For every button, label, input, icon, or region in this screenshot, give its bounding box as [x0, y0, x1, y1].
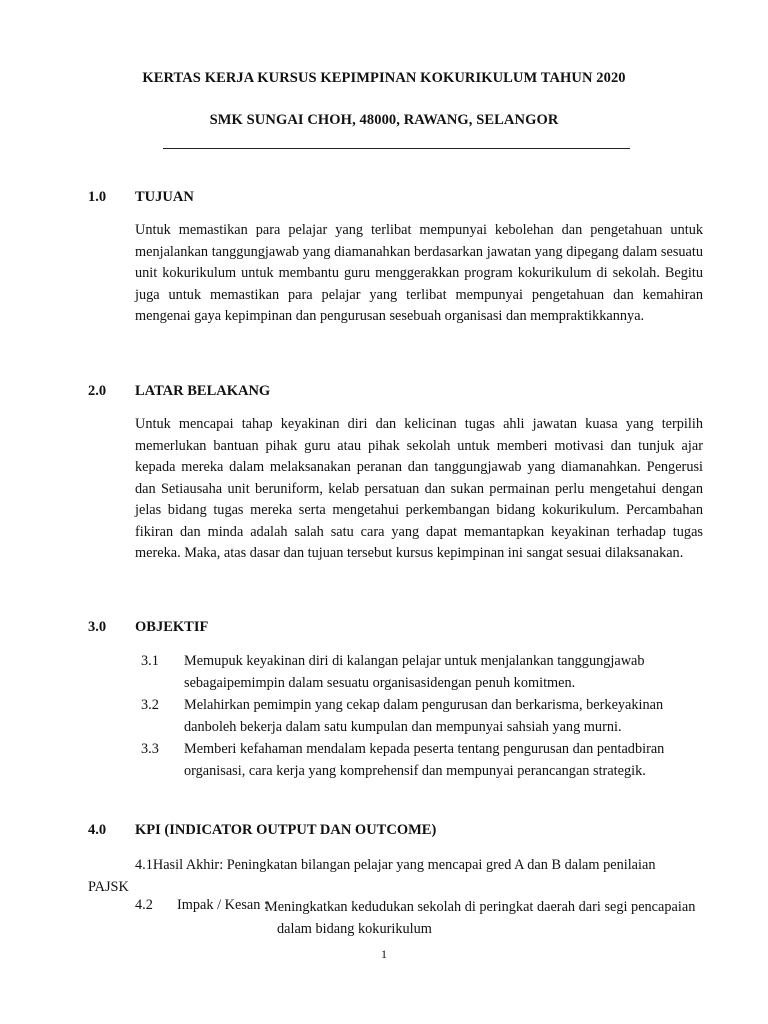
objective-number: 3.2 — [141, 697, 159, 713]
section-3-title: OBJEKTIF — [135, 619, 209, 635]
page-number: 1 — [381, 947, 387, 961]
header-divider — [163, 148, 630, 149]
kpi-impact-text: Meningkatkan kedudukan sekolah di peringkat daerah dari segi pencapaian dalam bidang kokurikulum — [265, 899, 696, 937]
kpi-impact-label: Impak / Kesan : — [177, 897, 268, 913]
section-1-paragraph: Untuk memastikan para pelajar yang terlibat mempunyai kebolehan dan pengetahuan untuk menjalankan tanggungjawab yang diamanahkan berdasarkan jawatan yang dipegang dalam sesuatu unit kokurikulum untuk membantu guru menggerakkan program kokurikulum di sekolah. Begitu juga untuk memastikan para pelajar yang terlibat mempunyai pengetahuan dan kemahiran mengenai gaya kepimpinan dan pengurusan sesebuah organisasi dan mempraktikkannya. — [135, 222, 703, 324]
objective-text: Melahirkan pemimpin yang cekap dalam pengurusan dan berkarisma, berkeyakinan danboleh bekerja dalam satu kumpulan dan mempunyai sahsiah yang murni. — [184, 697, 664, 735]
section-4-title: KPI (INDICATOR OUTPUT DAN OUTCOME) — [135, 822, 437, 838]
objective-text: Memberi kefahaman mendalam kepada peserta tentang pengurusan dan pentadbiran organisasi, cara kerja yang komprehensif dan mempunyai perancangan strategik. — [184, 741, 665, 779]
section-1-title: TUJUAN — [135, 189, 194, 205]
section-2-number: 2.0 — [88, 383, 107, 399]
objective-number: 3.1 — [141, 653, 159, 669]
document-title: KERTAS KERJA KURSUS KEPIMPINAN KOKURIKULUM TAHUN 2020 — [142, 70, 626, 86]
objective-number: 3.3 — [141, 741, 159, 757]
kpi-impact-number: 4.2 — [135, 897, 153, 913]
section-2-title: LATAR BELAKANG — [135, 383, 271, 399]
objective-text: Memupuk keyakinan diri di kalangan pelajar untuk menjalankan tanggungjawab sebagaipemimpin dalam sesuatu organisasidengan penuh komitmen. — [184, 653, 645, 691]
kpi-outcome-paragraph: 4.1Hasil Akhir: Peningkatan bilangan pelajar yang mencapai gred A dan B dalam penilaian PAJSK — [88, 857, 656, 895]
section-3-number: 3.0 — [88, 619, 107, 635]
section-2-paragraph: Untuk mencapai tahap keyakinan diri dan kelicinan tugas ahli jawatan kuasa yang terpilih memerlukan bantuan pihak guru atau pihak sekolah untuk memberi motivasi dan tunjuk ajar kepada mereka dalam melaksanakan peranan dan tanggungjawab yang diamanahkan. Pengerusi dan Setiausaha unit beruniform, kelab persatuan dan sukan permainan perlu mengetahui dengan jelas bidang tugas mereka serta mengetahui perkembangan bidang kokurikulum. Percambahan fikiran dan minda adalah salah satu cara yang dapat memantapkan keyakinan terhadap tugas mereka. Maka, atas dasar dan tujuan tersebut kursus kepimpinan ini sangat sesuai dilaksanakan. — [135, 416, 703, 561]
school-address: SMK SUNGAI CHOH, 48000, RAWANG, SELANGOR — [209, 112, 559, 128]
section-1-number: 1.0 — [88, 189, 107, 205]
section-4-number: 4.0 — [88, 822, 107, 838]
